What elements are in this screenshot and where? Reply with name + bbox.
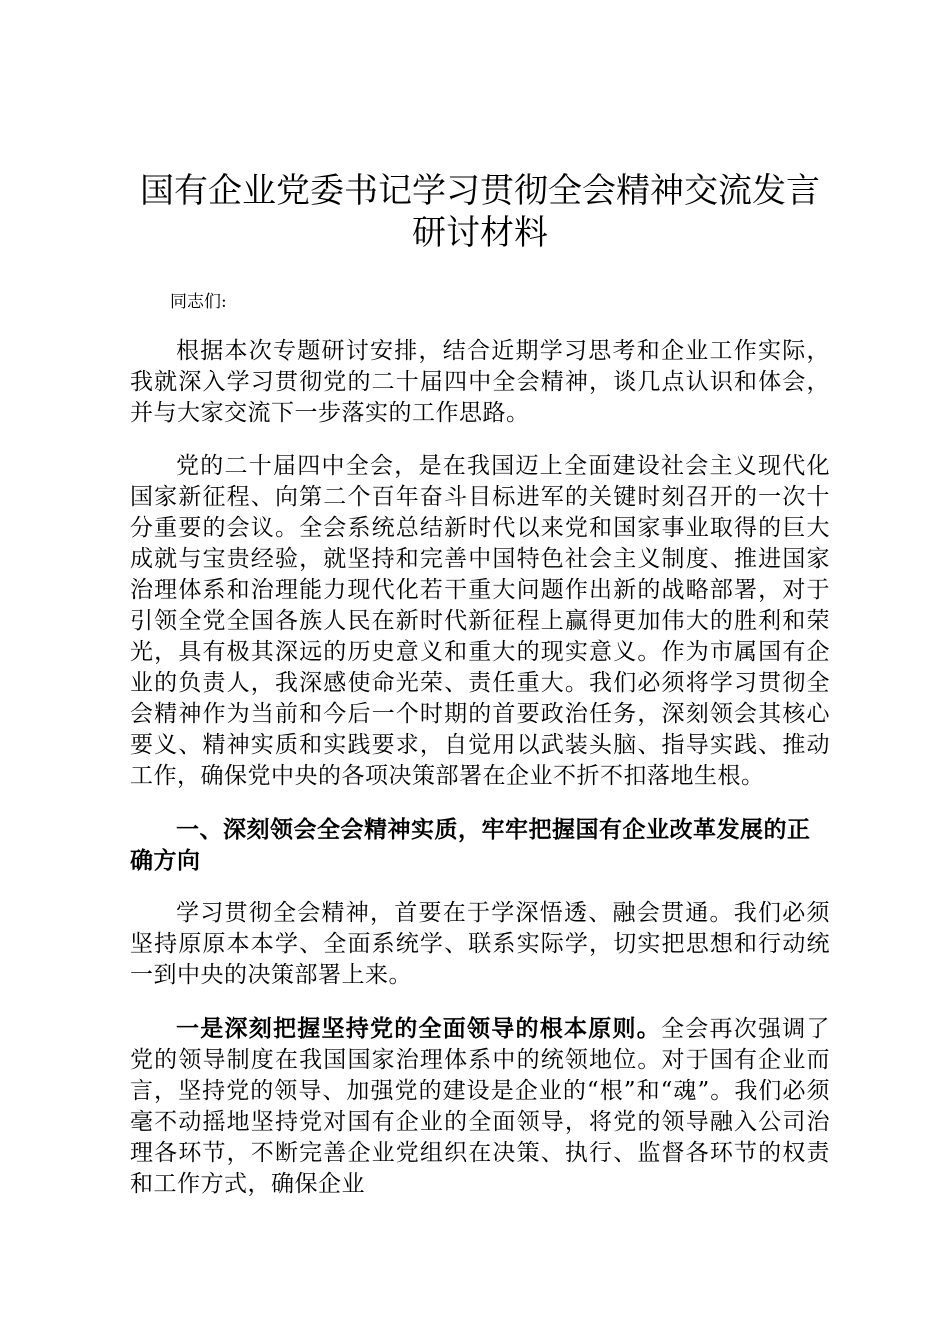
- paragraph-background: 党的二十届四中全会，是在我国迈上全面建设社会主义现代化国家新征程、向第二个百年奋斗目标进军的关键时刻召开的一次十分重要的会议。全会系统总结新时代以来党和国家事业取得的巨大成就与宝贵经验，就坚持和完善中国特色社会主义制度、推进国家治理体系和治理能力现代化若干重大问题作出新的战略部署，对于引领全党全国各族人民在新时代新征程上赢得更加伟大的胜利和荣光，具有极其深远的历史意义和重大的现实意义。作为市属国有企业的负责人，我深感使命光荣、责任重大。我们必须将学习贯彻全会精神作为当前和今后一个时期的首要政治任务，深刻领会其核心要义、精神实质和实践要求，自觉用以武装头脑、指导实践、推动工作，确保党中央的各项决策部署在企业不折不扣落地生根。: [130, 453, 830, 789]
- point-1-lead: 一是深刻把握坚持党的全面领导的根本原则。: [176, 1015, 661, 1042]
- point-1-body: 全会再次强调了党的领导制度在我国国家治理体系中的统领地位。对于国有企业而言，坚持党的领导、加强党的建设是企业的“根”和“魂”。我们必须毫不动摇地坚持党对国有企业的全面领导，将党的领导融入公司治理各环节，不断完善企业党组织在决策、执行、监督各环节的权责和工作方式，确保企业: [130, 1016, 830, 1197]
- document-page: [130, 170, 830, 1200]
- paragraph-point-1: [130, 1013, 830, 1200]
- greeting: 同志们:: [170, 292, 227, 312]
- document-title: [130, 170, 830, 254]
- paragraph-section-intro: 学习贯彻全会精神，首要在于学深悟透、融会贯通。我们必须坚持原原本本学、全面系统学、联系实际学，切实把思想和行动统一到中央的决策部署上来。: [130, 900, 830, 988]
- title-line-2: 研讨材料: [412, 213, 548, 253]
- paragraph-intro: 根据本次专题研讨安排，结合近期学习思考和企业工作实际，我就深入学习贯彻党的二十届四中全会精神，谈几点认识和体会，并与大家交流下一步落实的工作思路。: [130, 338, 830, 426]
- title-line-1: 国有企业党委书记学习贯彻全会精神交流发言: [140, 171, 820, 211]
- section-heading-1: 一、深刻领会全会精神实质，牢牢把握国有企业改革发展的正确方向: [130, 816, 811, 874]
